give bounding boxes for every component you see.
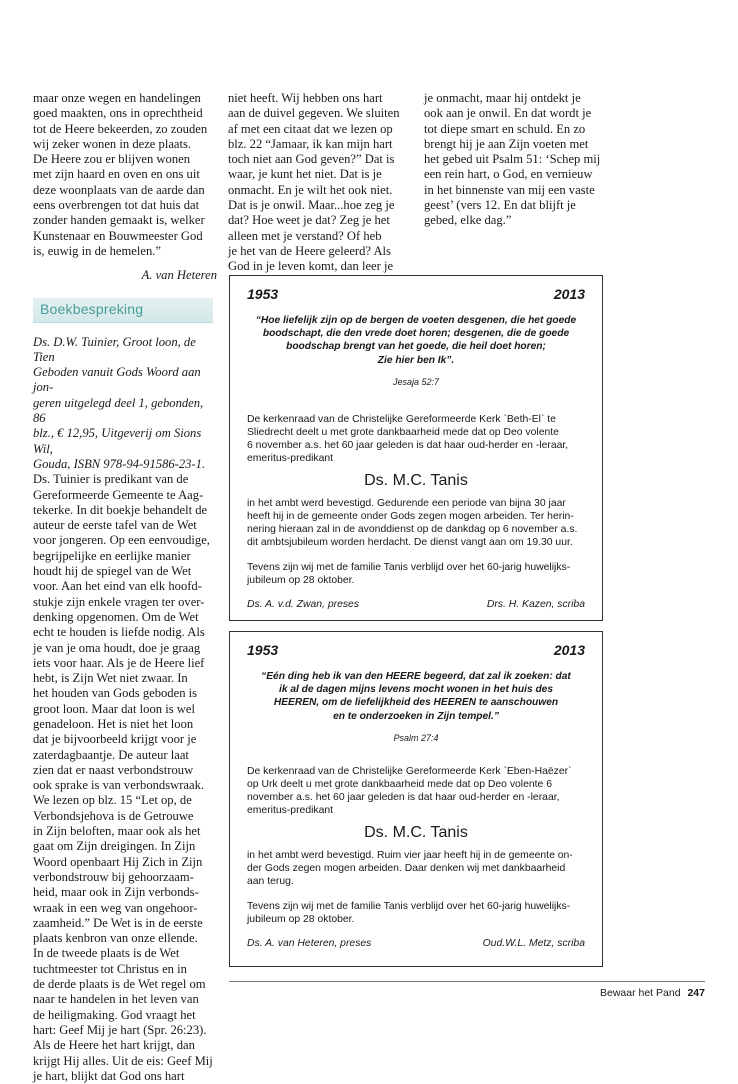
bible-quote: “Eén ding heb ik van den HEERE begeerd, dat zal ik zoeken: dat ik al de dagen mijns levens mocht wonen in het huis des HEEREN, om de liefelijkheid des HEEREN te aanschouwen en te onderzoeken in Zijn tempel.”	[261, 671, 571, 722]
notice-years	[247, 286, 585, 306]
column-1	[33, 91, 217, 1084]
book-review-ending: je onmacht, maar hij ontdekt je ook aan je onwil. En dat wordt je tot diepe smart en schuld. En zo brengt hij je aan Zijn voeten met het gebed uit Psalm 51: ‘Schep mij een rein hart, o God, en vernieuw in het binnenste van mij een vaste geest’ (vers 12. En dat blijft je gebed, elke dag.”	[424, 91, 601, 228]
article-ending-paragraph: maar onze wegen en handelingen goed maakten, ons in oprechtheid tot de Heere bekeerden, zo zouden wij zeker wonen in deze plaats. De Heere zou er blijven wonen met zijn haard en oven en ons uit deze woonplaats van de aarde dan eens overbrengen tot dat huis dat zonder handen gemaakt is, welker Kunstenaar en Bouwmeester God is, euwig in de hemelen.”	[33, 91, 208, 258]
bible-reference: Jesaja 52:7	[392, 376, 440, 387]
notice-anniversary: Tevens zijn wij met de familie Tanis verblijd over het 60-jarig huwelijks- jubileum op 28 oktober.	[247, 561, 571, 586]
jubilee-notice-sliedrecht	[229, 275, 603, 621]
notice-service: in het ambt werd bevestigd. Ruim vier jaar heeft hij in de gemeente on- der Gods zegen mogen arbeiden. Daar denken wij met dankbaarheid aan terug.	[247, 849, 573, 887]
signer-preses: Ds. A. van Heteren, preses	[247, 937, 372, 949]
book-review-continued: niet heeft. Wij hebben ons hart aan de duivel gegeven. We sluiten af met een citaat dat we lezen op blz. 22 “Jamaar, ik kan mijn hart toch niet aan God geven?” Dat is waar, je kunt het niet. Dat is je onmacht. En je wilt het ook niet. Dat is je onwil. Maar...hoe zeg je dat? Hoe weet je dat? Zeg je het alleen met je verstand? Of heb je het van de Heere geleerd? Als God in je leven komt, dan leer je	[228, 91, 400, 274]
year-end: 2013	[553, 286, 585, 302]
section-title: Boekbespreking	[40, 300, 144, 317]
notice-intro: De kerkenraad van de Christelijke Gereformeerde Kerk `Beth-El` te Sliedrecht deelt u met grote dankbaarheid mede dat op Deo volente 6 november a.s. het 60 jaar geleden is dat haar oud-herder en -leraar, emeritus-predikant	[247, 413, 569, 464]
signer-preses: Ds. A. v.d. Zwan, preses	[247, 598, 360, 610]
notice-signatures	[247, 938, 585, 952]
year-start: 1953	[247, 642, 279, 658]
jubilee-notice-urk	[229, 631, 603, 967]
page-footer	[600, 987, 705, 999]
signer-scriba: Oud.W.L. Metz, scriba	[482, 937, 585, 949]
book-review-text: Ds. Tuinier is predikant van de Gereformeerde Gemeente te Aag- tekerke. In dit boekje behandelt de auteur de eerste tafel van de Wet voor jongeren. Op een eenvoudige, begrijpelijke en eerlijke manier houdt hij de spiegel van de Wet voor. Aan het eind van elk hoofd- stukje zijn enkele vragen ter over- denking opgenomen. Om de Wet echt te houden is liefde nodig. Als je van je oma houdt, doe je graag iets voor haar. Als je de Heere lief hebt, is Zijn Wet niet zwaar. In het houden van Gods geboden is groot loon. Maar dat loon is wel genadeloon. Het is niet het loon dat je bijvoorbeeld krijgt voor je zaterdagbaantje. De auteur laat zien dat er naast verbondstrouw ook sprake is van verbondswraak. We lezen op blz. 15 “Let op, de Verbondsjehova is de Getrouwe in Zijn beloften, maar ook als het gaat om Zijn dreigingen. In Zijn Woord openbaart Hij Zich in Zijn verbondstrouw bij gehoorzaam- heid, maar ook in Zijn verbonds- wraak in een weg van ongehoor- zaamheid.” De Wet is in de eerste plaats kenbron van onze ellende. In de tweede plaats is de Wet tuchtmeester tot Christus en in de derde plaats is de Wet regel om naar te handelen in het leven van de heiligmaking. God vraagt het hart: Geef Mij je hart (Spr. 26:23). Als de Heere het hart krijgt, dan krijgt Hij alles. Uit de eis: Geef Mij je hart, blijkt dat God ons hart	[33, 472, 213, 1083]
year-start: 1953	[247, 286, 279, 302]
notice-intro: De kerkenraad van de Christelijke Gereformeerde Kerk `Eben-Haëzer` op Urk deelt u met grote dankbaarheid mede dat op Deo volente 6 november a.s. het 60 jaar geleden is dat haar oud-herder en -leraar, emeritus-predikant	[247, 765, 572, 816]
page-number: 247	[687, 987, 705, 999]
column-2	[228, 91, 404, 275]
book-metadata: Ds. D.W. Tuinier, Groot loon, de Tien Geboden vanuit Gods Woord aan jon- geren uitgelegd deel 1, gebonden, 86 blz., € 12,95, Uitgeverij om Sions Wil, Gouda, ISBN 978-94-91586-23-1.	[33, 334, 206, 471]
minister-name: Ds. M.C. Tanis	[364, 471, 468, 489]
article-signature: A. van Heteren	[141, 268, 217, 283]
year-end: 2013	[553, 642, 585, 658]
bible-reference: Psalm 27:4	[393, 732, 439, 743]
publication-name: Bewaar het Pand	[599, 987, 681, 999]
notice-service: in het ambt werd bevestigd. Gedurende een periode van bijna 30 jaar heeft hij in de gemeente onder Gods zegen mogen arbeiden. Ter herin- nering hieraan zal in de avonddienst op de dankdag op 6 november a.s. dit ambtsjubileum worden herdacht. De dienst vangt aan om 19.30 uur.	[247, 497, 578, 548]
signer-scriba: Drs. H. Kazen, scriba	[486, 598, 585, 610]
notice-years	[247, 642, 585, 662]
column-3	[424, 91, 606, 229]
minister-name: Ds. M.C. Tanis	[364, 823, 468, 841]
section-header-bar	[33, 298, 213, 323]
bible-quote: “Hoe liefelijk zijn op de bergen de voeten desgenen, die het goede boodschapt, die den vrede doet horen; desgenen, die de goede boodschap brengt van het goede, die heil doet horen; Zie hier ben Ik”.	[255, 315, 577, 366]
notice-anniversary: Tevens zijn wij met de familie Tanis verblijd over het 60-jarig huwelijks- jubileum op 28 oktober.	[247, 900, 571, 925]
footer-divider	[229, 981, 705, 982]
notice-signatures	[247, 599, 585, 613]
